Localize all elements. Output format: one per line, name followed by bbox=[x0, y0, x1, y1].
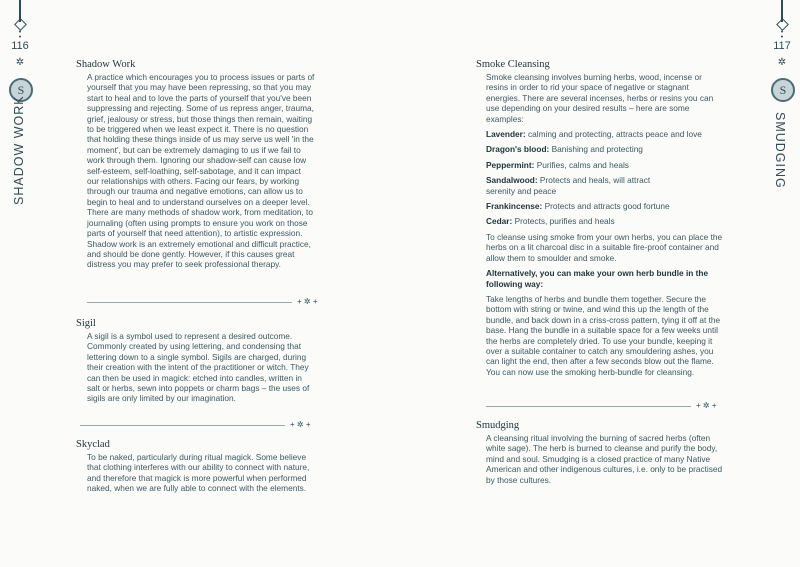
entry-body-smoke-cleansing: Smoke cleansing involves burning herbs, wood, incense or resins in order to rid your space of negative or stagnant energies. There are several incenses, herbs or resins you can use depending on your desired results – here are some examples: Lavender: calming and protecting, attracts peace and love Dragon's blood: Banishing and protecting Peppermint: Purifies, calms and heals Sandalwood: Protects and heals, will attract serenity and peace Frankincense: Protects and attracts good fortune Cedar: Protects, purifies and heals To cleanse using smoke from your own herbs, you can place the herbs on a lit charcoal disc in a suitable fire-proof container and allow them to smoulder and smoke. Alternatively, you can make your own herb bundle in the following way: Take lengths of herbs and bundle them together. Secure the bottom with string or twine, and wind this up the length of the bundle, and back down in a criss-cross pattern, tying it off at the base. Hang the bundle in a suitable space for a few weeks until the herbs are completely dried. To use your bundle, keeping it over a suitable container to catch any smouldering ashes, you can light the end, then after a few seconds blow out the flame. You can now use the smoking herb-bundle for cleansing. bbox=[486, 72, 723, 377]
section-divider: + ✲ + bbox=[486, 402, 726, 410]
entry-title-smoke-cleansing: Smoke Cleansing bbox=[476, 59, 550, 70]
section-divider: + ✲ + bbox=[80, 421, 320, 429]
letter-badge: S bbox=[771, 78, 795, 102]
entry-title-shadow-work: Shadow Work bbox=[76, 59, 136, 70]
entry-title-smudging: Smudging bbox=[476, 420, 520, 431]
entry-body-skyclad: To be naked, particularly during ritual magick. Some believe that clothing interferes with our ability to connect with nature, and therefore that magick is more powerful when performed naked, when we are fully able to connect with the elements. bbox=[87, 452, 310, 494]
page-number: 117 bbox=[773, 40, 791, 52]
star-icon: ✲ bbox=[15, 57, 25, 68]
star-icon: ✲ bbox=[777, 57, 787, 68]
entry-title-sigil: Sigil bbox=[76, 318, 96, 329]
entry-body-shadow-work: A practice which encourages you to process issues or parts of yourself that you may have been repressing, so that you may start to heal and to love the parts of yourself that you've been suppressing and rejecting. Some of us repress anger, trauma, grief, jealousy or stress, but those things then remain, waiting to be triggered when we least expect it. There is no question that holding these things inside of us may serve us well 'in the moment', but can be extremely damaging to us if we fail to work through them. Ignoring our shadow-self can cause low self-esteem, self-loathing, self-sabotage, and it can impact our relationships with others. Facing our fears, by working through our trauma and negative emotions, can allow us to begin to heal and to understand ourselves on a deeper level. There are many methods of shadow work, from meditation, to journaling (often using prompts to ensure you work on those parts of yourself that need attention), to artistic expression. Shadow work is an extremely emotional and difficult practice, and should be done gently. However, if this causes great distress you may prefer to seek professional therapy. bbox=[87, 72, 315, 270]
herb-item: Lavender: calming and protecting, attracts peace and love bbox=[486, 129, 702, 140]
page-number: 116 bbox=[11, 40, 29, 52]
side-label: SMUDGING bbox=[773, 112, 787, 189]
herb-item: Sandalwood: Protects and heals, will attract serenity and peace bbox=[486, 175, 651, 196]
entry-body-smudging: A cleansing ritual involving the burning of sacred herbs (often white sage). The herb is burned to cleanse and purify the body, mind and soul. Smudging is a closed practice of many Native American and other indigenous cultures, i.e. only to be practised by those cultures. bbox=[486, 433, 723, 485]
section-divider: + ✲ + bbox=[87, 298, 322, 306]
side-label: SHADOW WORK bbox=[12, 95, 26, 205]
entry-body-sigil: A sigil is a symbol used to represent a desired outcome. Commonly created by using lettering, and condensing that lettering down to a single symbol. Sigils are charged, during their creation with the intent of the practitioner or witch. They can then be used in magick: etched into candles, written in salt or herbs, sewn into poppets or charm bags – the uses of sigils are only limited by our imagination. bbox=[87, 331, 310, 404]
herb-item: Peppermint: Purifies, calms and heals bbox=[486, 159, 629, 170]
herb-item: Dragon's blood: Banishing and protecting bbox=[486, 144, 643, 155]
herb-item: Cedar: Protects, purifies and heals bbox=[486, 216, 615, 227]
dots-ornament-icon: • • bbox=[780, 29, 784, 41]
herb-item: Frankincense: Protects and attracts good fortune bbox=[486, 201, 670, 212]
letter-badge: S bbox=[9, 78, 33, 102]
entry-title-skyclad: Skyclad bbox=[76, 439, 110, 450]
dots-ornament-icon: • • bbox=[18, 29, 22, 41]
